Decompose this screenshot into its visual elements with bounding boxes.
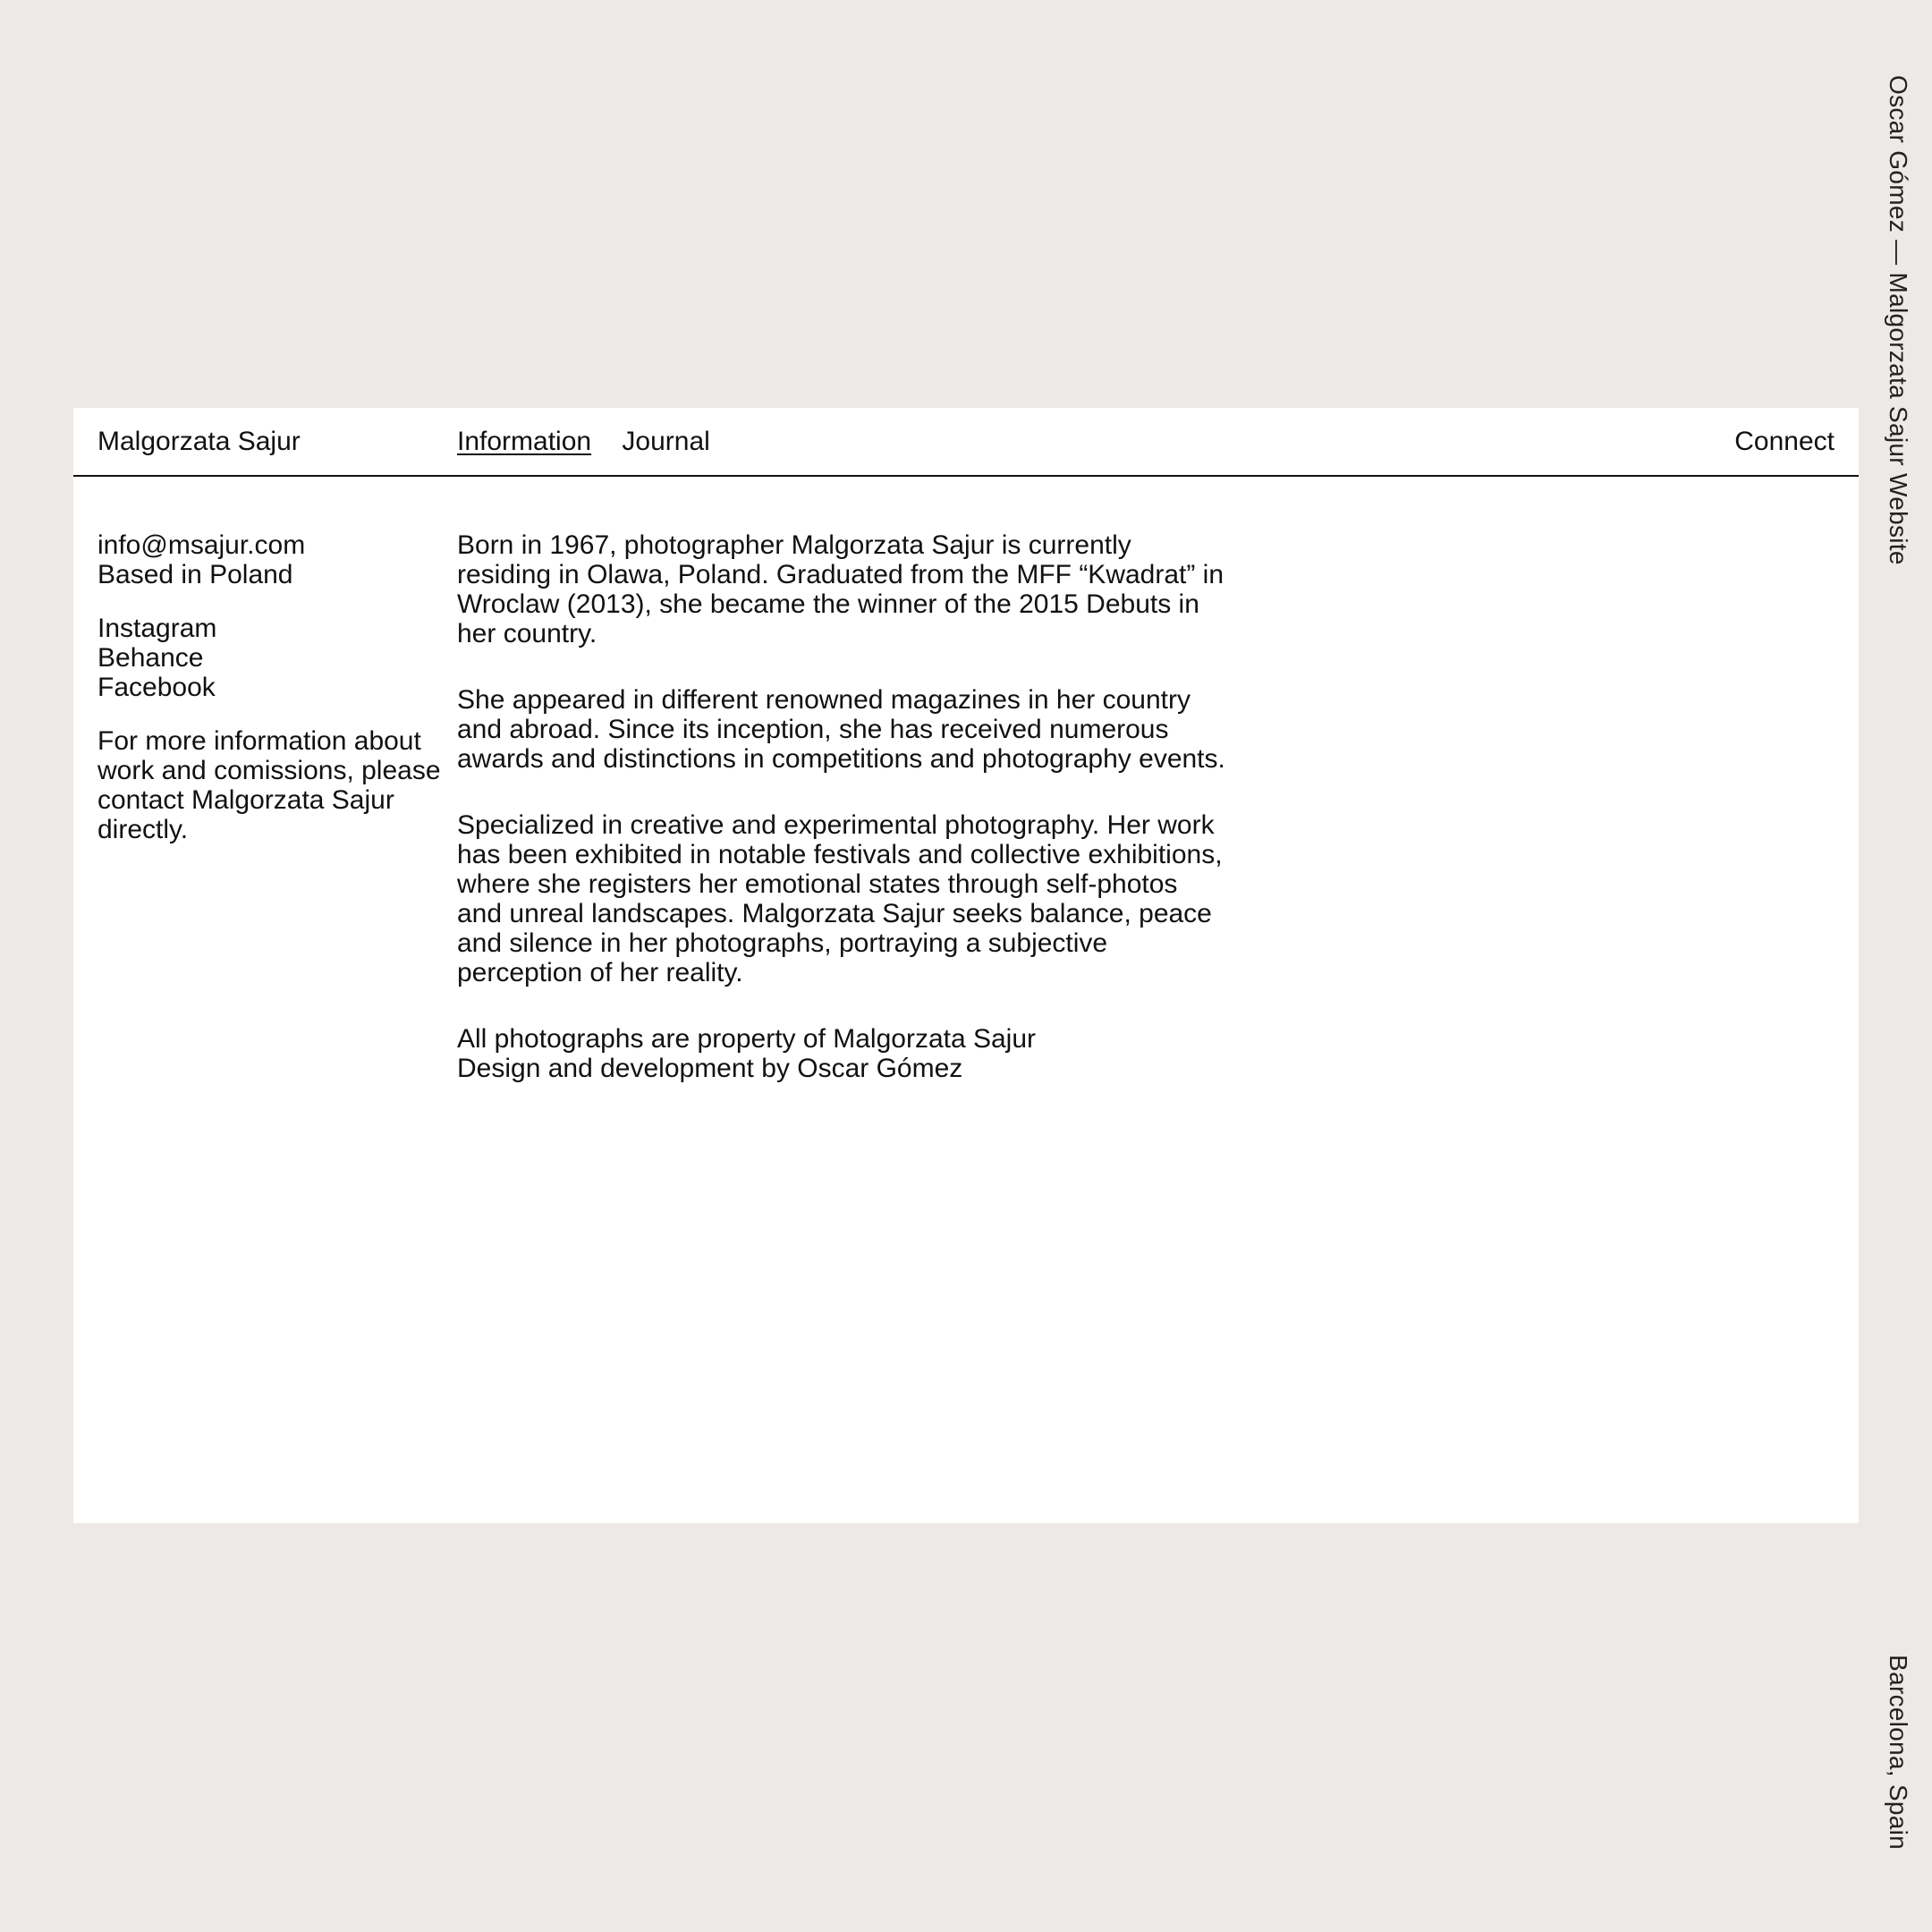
site-brand[interactable]: Malgorzata Sajur xyxy=(97,427,301,456)
website-preview-frame xyxy=(73,408,1859,1523)
bio-content xyxy=(457,530,1226,1120)
site-header xyxy=(73,408,1859,477)
bio-paragraph: She appeared in different renowned magazines in her country and abroad. Since its inception, she has received numerous awards and distinctions in competitions and photography events. xyxy=(457,685,1225,774)
location-caption: Barcelona, Spain xyxy=(1885,1655,1912,1851)
bio-paragraph: Specialized in creative and experimental photography. Her work has been exhibited in notable festivals and collective exhibitions, where she registers her emotional states through self-photos and unreal landscapes. Malgorzata Sajur seeks balance, peace and silence in her photographs, portraying a subjective perception of her reality. xyxy=(457,810,1223,987)
nav-information[interactable]: Information xyxy=(457,427,592,456)
instagram-link[interactable]: Instagram xyxy=(97,614,217,643)
contact-block xyxy=(97,530,442,589)
commission-note: For more information about work and comissions, please contact Malgorzata Sajur directly. xyxy=(97,726,441,844)
connect-link[interactable]: Connect xyxy=(1734,427,1835,456)
credit-photographs: All photographs are property of Malgorzata Sajur xyxy=(457,1024,1037,1054)
email-link[interactable]: info@msajur.com xyxy=(97,530,306,560)
credits xyxy=(457,1024,1226,1083)
location-text: Based in Poland xyxy=(97,560,293,589)
project-caption: Oscar Gómez — Malgorzata Sajur Website xyxy=(1885,75,1912,565)
main-nav xyxy=(457,427,733,457)
behance-link[interactable]: Behance xyxy=(97,643,204,673)
sidebar-info xyxy=(97,530,442,869)
credit-design: Design and development by Oscar Gómez xyxy=(457,1054,963,1083)
nav-journal[interactable]: Journal xyxy=(622,427,710,456)
social-links xyxy=(97,614,442,702)
bio-paragraph: Born in 1967, photographer Malgorzata Sajur is currently residing in Olawa, Poland. Graduated from the MFF “Kwadrat” in Wroclaw (2013), she became the winner of the 2015 Debuts in her country. xyxy=(457,530,1224,648)
facebook-link[interactable]: Facebook xyxy=(97,673,216,702)
